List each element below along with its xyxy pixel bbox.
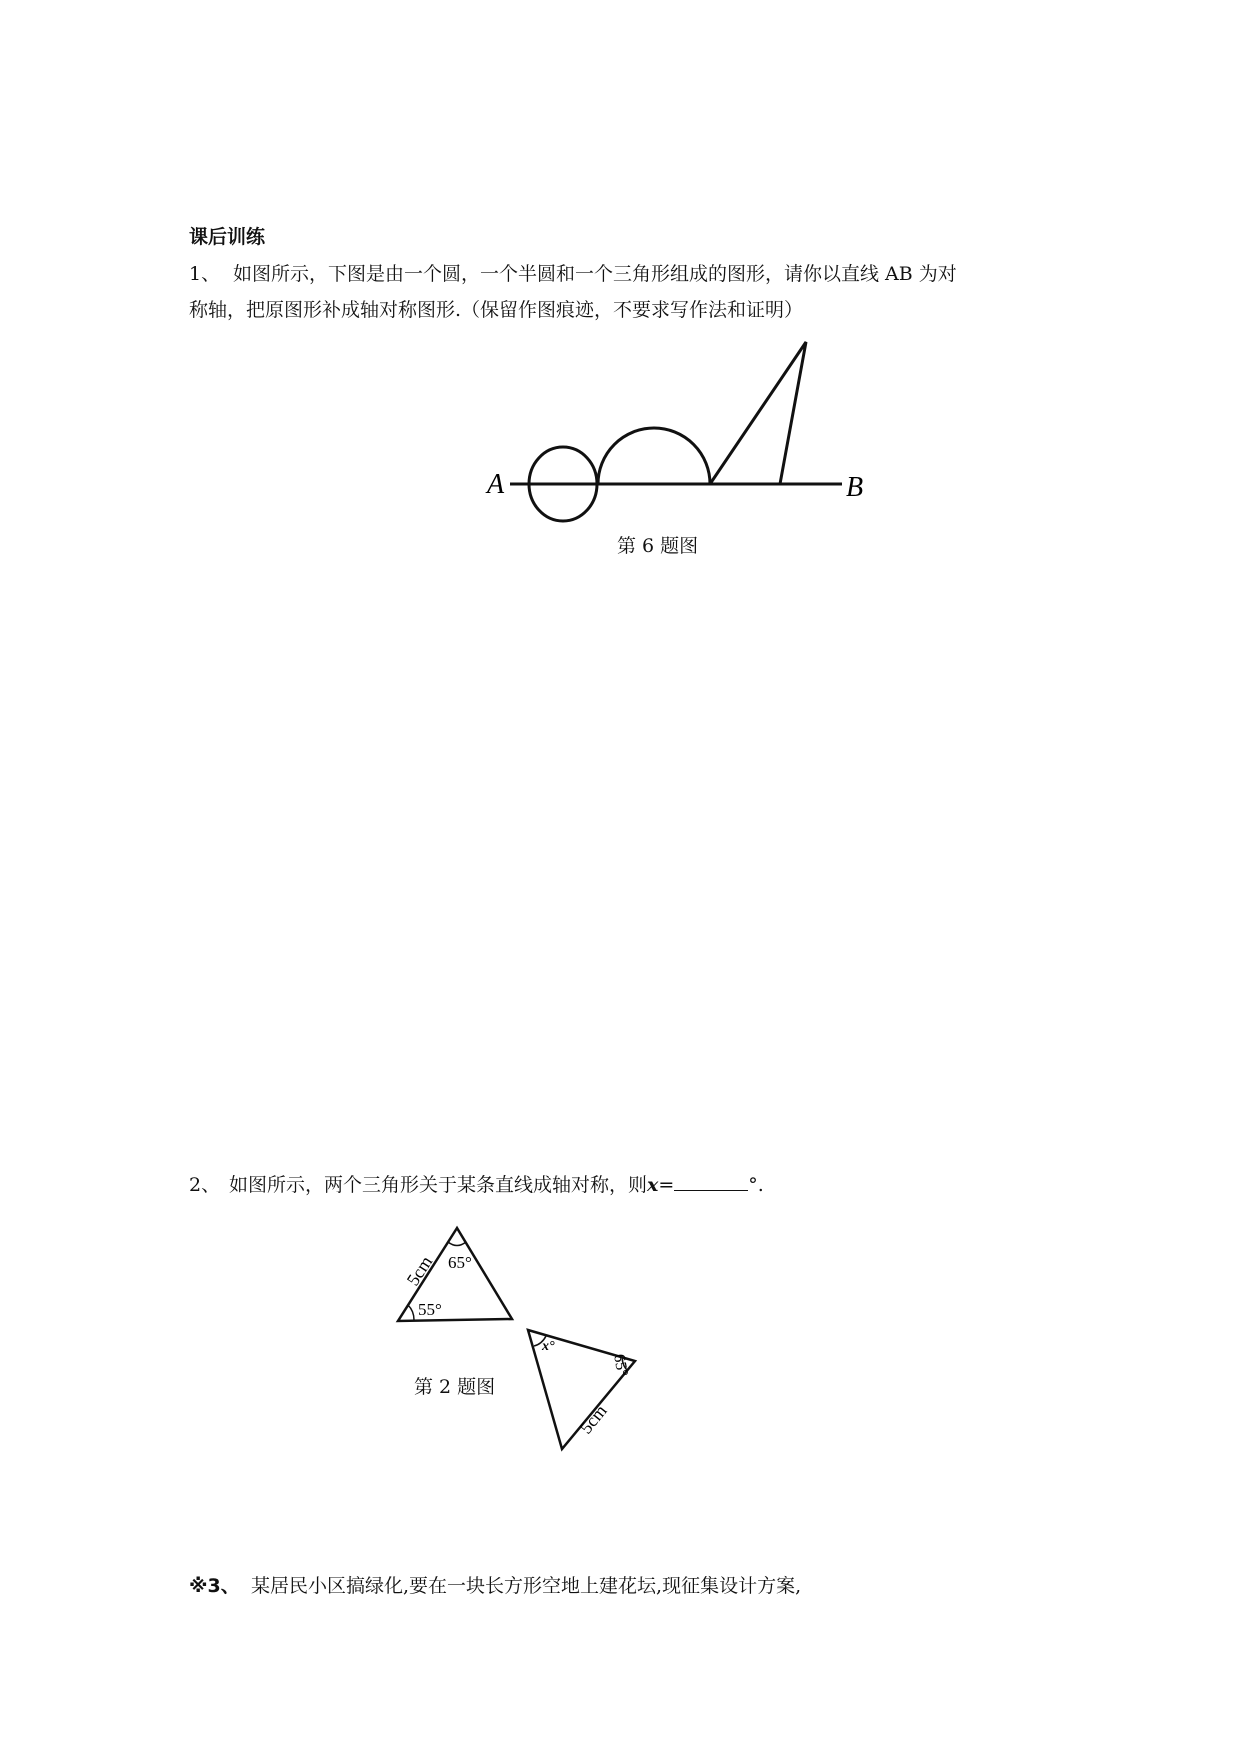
figure-6-diagram <box>480 330 880 530</box>
point-b-label: B <box>846 472 864 503</box>
triangle-1-left-angle-arc <box>408 1305 414 1320</box>
triangle-1-top-angle-arc <box>448 1242 466 1246</box>
question-1-number: 1、 <box>189 263 221 285</box>
triangle <box>710 342 806 484</box>
semicircle <box>598 428 710 484</box>
question-2 <box>189 1170 764 1197</box>
question-1 <box>189 256 1069 328</box>
question-3-text: 某居民小区搞绿化,要在一块长方形空地上建花坛,现征集设计方案, <box>251 1575 802 1597</box>
figure-2-caption: 第 2 题图 <box>414 1376 496 1398</box>
question-3-number: ※3、 <box>189 1575 240 1597</box>
triangle-2-side-length: 5cm <box>575 1400 611 1438</box>
question-2-text: 如图所示，两个三角形关于某条直线成轴对称，则 <box>229 1174 648 1196</box>
triangle-2-x-angle: x° <box>542 1339 555 1354</box>
triangle-1-left-angle: 55° <box>418 1300 442 1319</box>
question-1-text-line-1: 如图所示，下图是由一个圆，一个半圆和一个三角形组成的图形，请你以直线 AB 为对 <box>233 263 957 285</box>
triangle-1-side-length: 5cm <box>402 1252 437 1290</box>
section-heading: 课后训练 <box>189 226 266 248</box>
question-2-number: 2、 <box>189 1174 221 1196</box>
point-a-label: A <box>487 469 505 500</box>
triangle-2-right-angle: 65° <box>610 1352 631 1378</box>
question-2-degree: °. <box>748 1174 764 1196</box>
figure-6-caption: 第 6 题图 <box>617 535 699 557</box>
answer-blank[interactable] <box>674 1172 748 1191</box>
triangle-1-top-angle: 65° <box>448 1253 472 1272</box>
question-1-line-1 <box>189 256 1069 292</box>
question-2-equals: = <box>658 1174 675 1196</box>
figure-2-diagram <box>390 1225 650 1465</box>
question-1-text-line-2: 称轴，把原图形补成轴对称图形.（保留作图痕迹，不要求写作法和证明） <box>189 299 804 321</box>
question-3 <box>189 1571 801 1598</box>
question-2-variable: x <box>647 1174 659 1196</box>
